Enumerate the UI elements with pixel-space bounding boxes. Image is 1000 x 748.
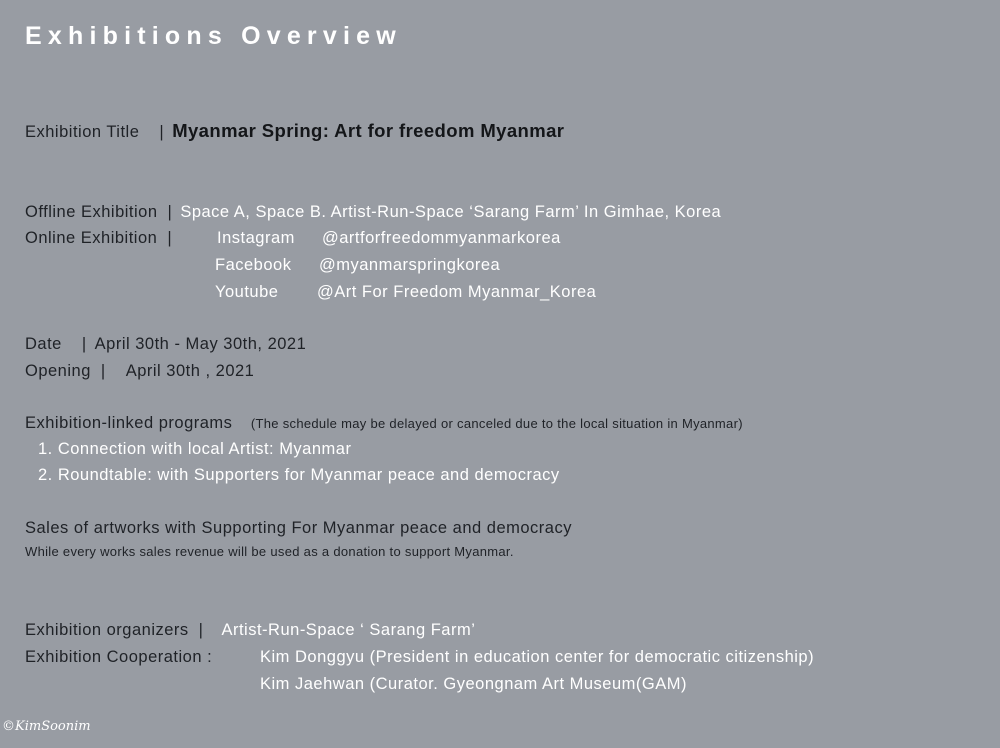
instagram-platform: Instagram — [217, 229, 295, 247]
organizers-row — [25, 621, 475, 640]
organizers-label: Exhibition organizers — [25, 621, 189, 639]
online-row — [25, 229, 180, 248]
offline-row — [25, 203, 721, 222]
date-separator: | — [81, 335, 87, 353]
programs-header — [25, 414, 743, 433]
opening-separator: | — [100, 362, 106, 380]
programs-note: (The schedule may be delayed or canceled due to the local situation in Myanmar) — [250, 416, 743, 431]
page-title: Exhibitions Overview — [25, 22, 402, 50]
date-row — [25, 335, 306, 354]
date-label: Date — [25, 335, 62, 353]
cooperation-value: Kim Donggyu (President in education center for democratic citizenship) — [260, 648, 815, 666]
cooperation-label: Exhibition Cooperation : — [25, 648, 213, 666]
cooperation-value: Kim Jaehwan (Curator. Gyeongnam Art Museum(GAM) — [260, 675, 687, 693]
offline-separator: | — [167, 203, 173, 221]
watermark: ©KimSoonim — [2, 719, 91, 734]
title-separator: | — [159, 123, 165, 141]
sales-note: While every works sales revenue will be used as a donation to support Myanmar. — [25, 544, 514, 559]
programs-label: Exhibition-linked programs — [25, 414, 233, 432]
online-label: Online Exhibition — [25, 229, 158, 247]
opening-value: April 30th , 2021 — [125, 362, 255, 380]
offline-value: Space A, Space B. Artist-Run-Space ‘Sarang Farm’ In Gimhae, Korea — [180, 203, 722, 221]
title-value: Myanmar Spring: Art for freedom Myanmar — [172, 120, 565, 141]
youtube-platform: Youtube — [215, 283, 279, 301]
opening-label: Opening — [25, 362, 91, 380]
organizers-separator: | — [198, 621, 204, 639]
program-item: 1. Connection with local Artist: Myanmar — [38, 440, 352, 458]
online-separator: | — [167, 229, 173, 247]
title-label: Exhibition Title — [25, 123, 140, 141]
organizers-value: Artist-Run-Space ‘ Sarang Farm’ — [221, 621, 476, 639]
date-value: April 30th - May 30th, 2021 — [94, 335, 307, 353]
youtube-handle[interactable]: @Art For Freedom Myanmar_Korea — [317, 283, 597, 301]
offline-label: Offline Exhibition — [25, 203, 158, 221]
program-item: 2. Roundtable: with Supporters for Myanmar peace and democracy — [38, 466, 560, 484]
opening-row — [25, 362, 254, 381]
instagram-handle[interactable]: @artforfreedommyanmarkorea — [322, 229, 561, 247]
sales-heading: Sales of artworks with Supporting For Myanmar peace and democracy — [25, 519, 572, 537]
title-row — [25, 120, 564, 142]
facebook-platform: Facebook — [215, 256, 292, 274]
facebook-handle[interactable]: @myanmarspringkorea — [319, 256, 501, 274]
